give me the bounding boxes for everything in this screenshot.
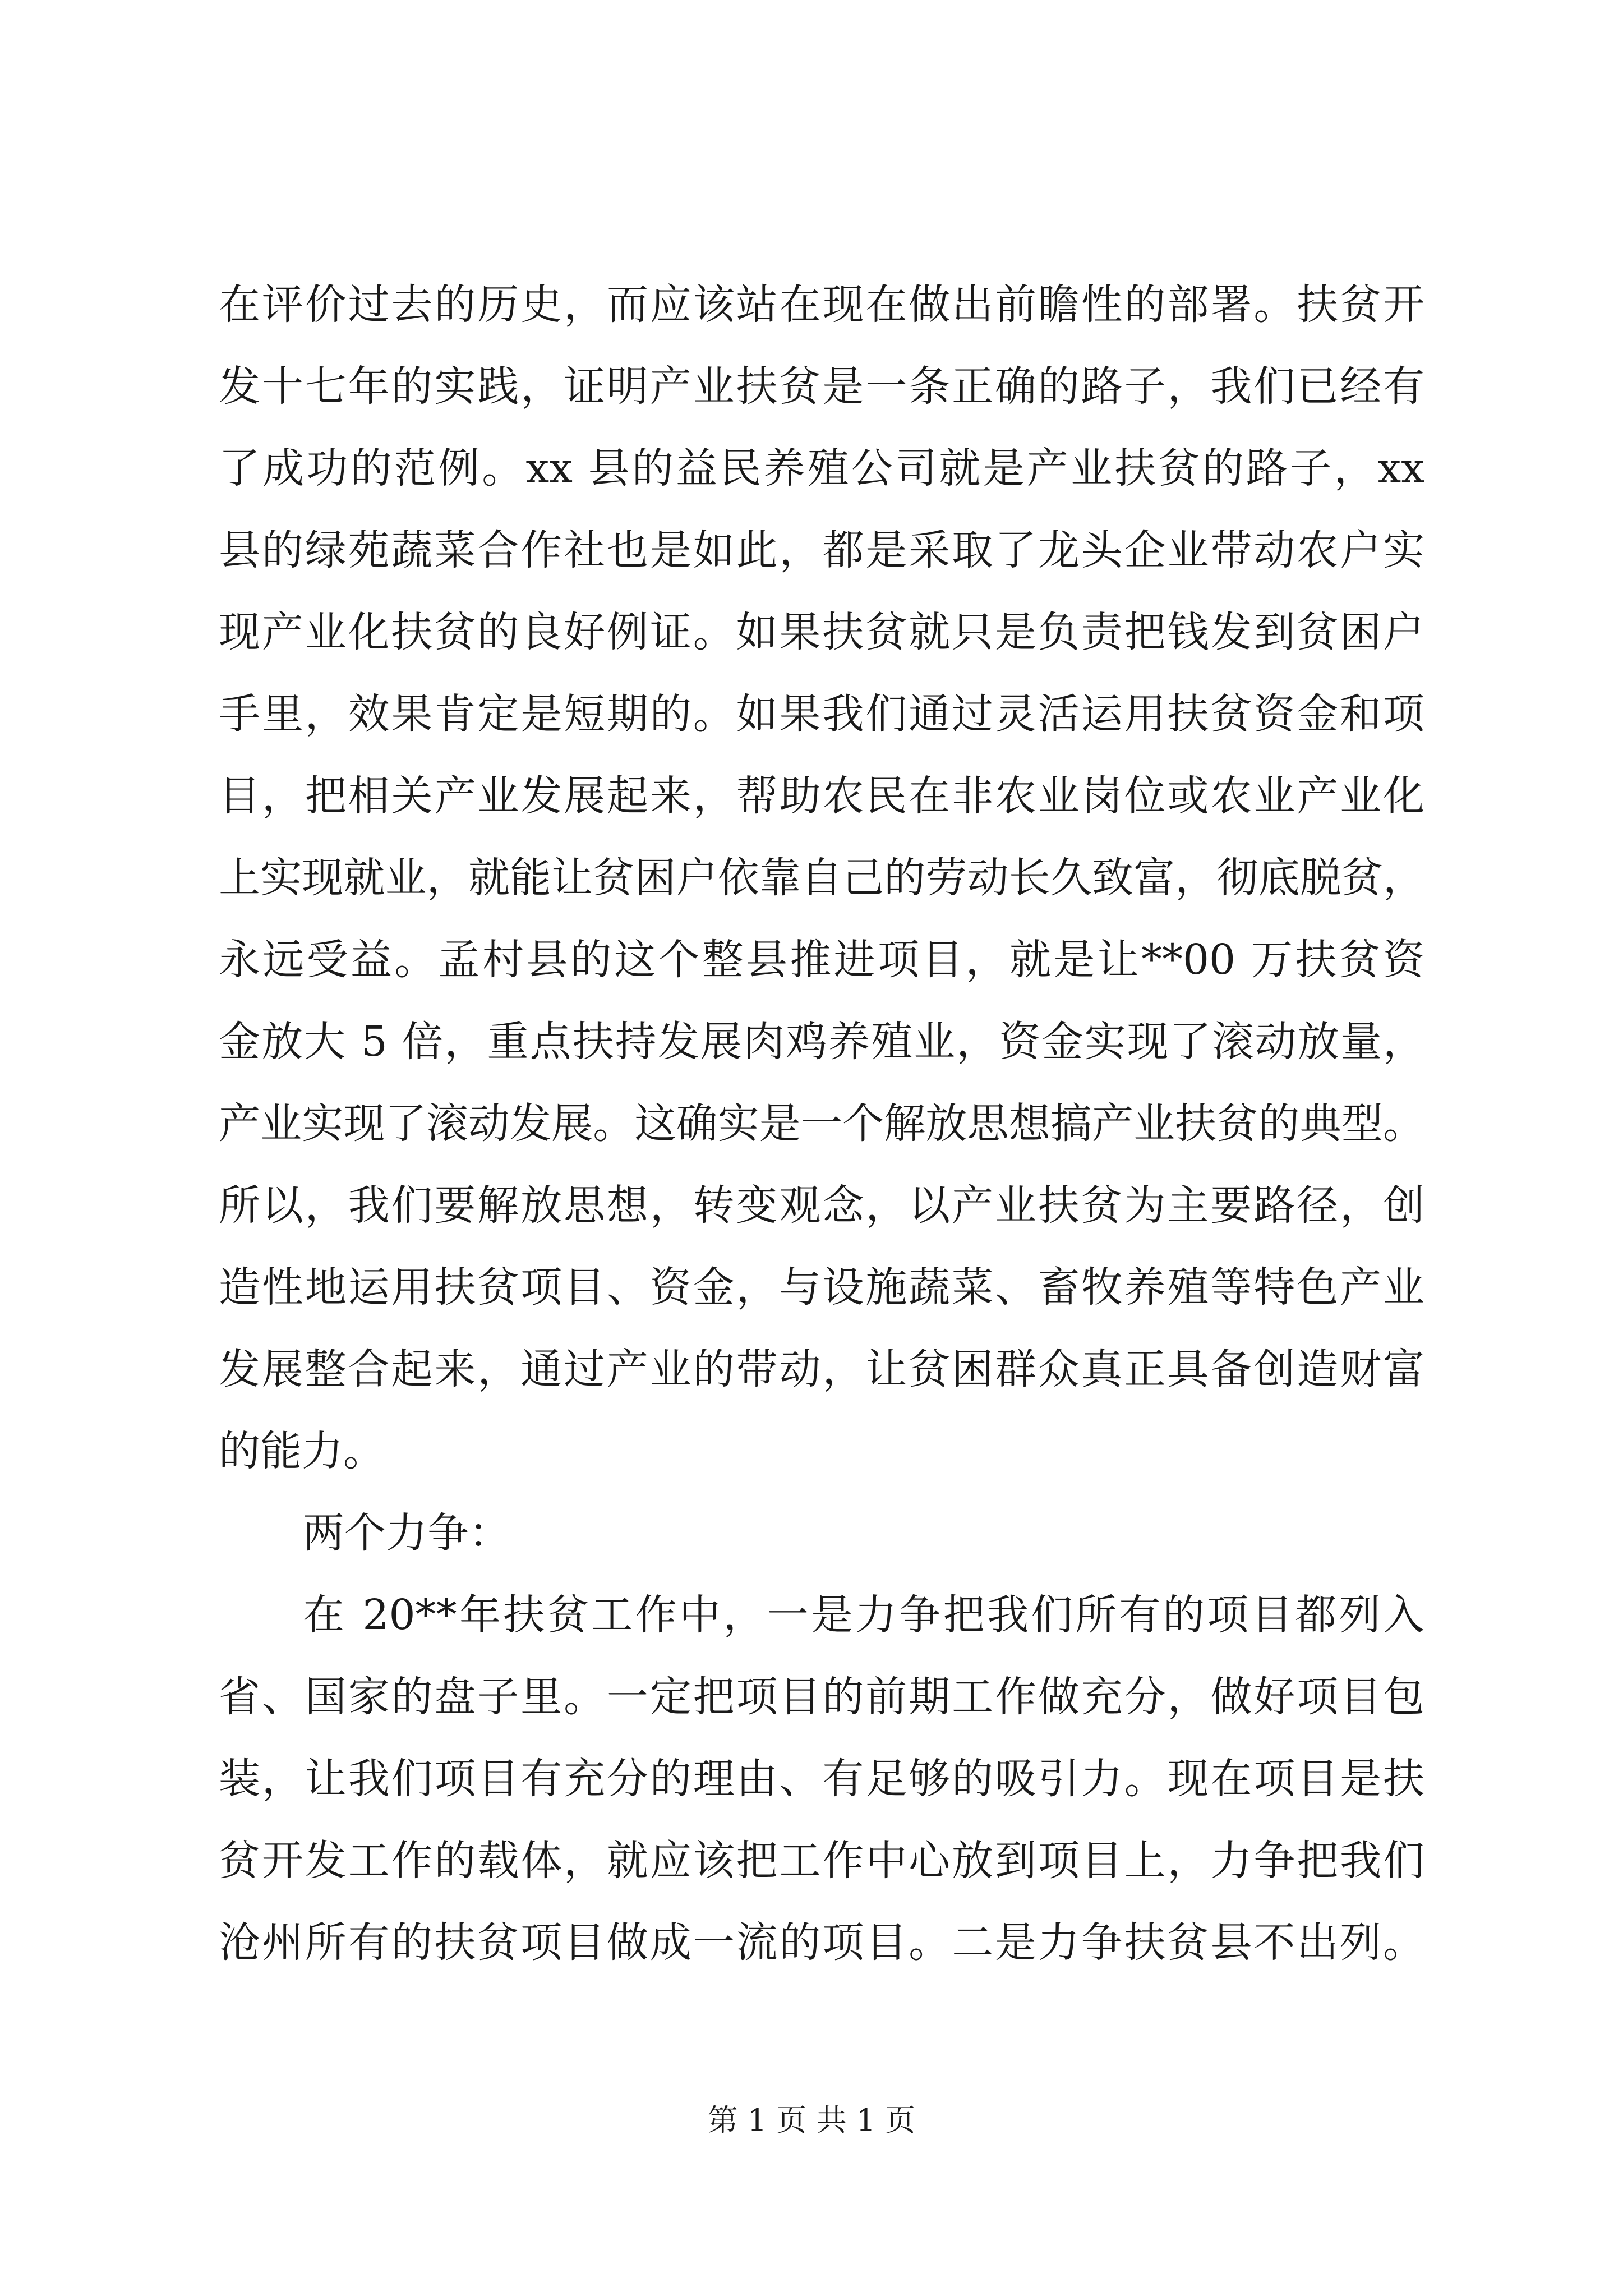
text-line: 在 20**年扶贫工作中，一是力争把我们所有的项目都列入 bbox=[303, 1591, 1424, 1639]
text-line: 手里，效果肯定是短期的。如果我们通过灵活运用扶贫资金和项 bbox=[219, 690, 1424, 738]
text-line: 县的绿苑蔬菜合作社也是如此，都是采取了龙头企业带动农户实 bbox=[219, 526, 1424, 574]
text-line: 目，把相关产业发展起来，帮助农民在非农业岗位或农业产业化 bbox=[219, 772, 1424, 820]
text-line: 沧州所有的扶贫项目做成一流的项目。二是力争扶贫县不出列。 bbox=[219, 1918, 1424, 1967]
document-body bbox=[219, 264, 1424, 1984]
text-line: 产业实现了滚动发展。这确实是一个解放思想搞产业扶贫的典型。 bbox=[219, 1099, 1424, 1148]
text-line: 省、国家的盘子里。一定把项目的前期工作做充分，做好项目包 bbox=[219, 1673, 1424, 1721]
text-line: 装，让我们项目有充分的理由、有足够的吸引力。现在项目是扶 bbox=[219, 1755, 1424, 1803]
text-line: 在评价过去的历史，而应该站在现在做出前瞻性的部署。扶贫开 bbox=[219, 280, 1424, 329]
text-line: 所以，我们要解放思想，转变观念，以产业扶贫为主要路径，创 bbox=[219, 1181, 1424, 1230]
text-line: 发展整合起来，通过产业的带动，让贫困群众真正具备创造财富 bbox=[219, 1345, 1424, 1393]
text-line: 造性地运用扶贫项目、资金，与设施蔬菜、畜牧养殖等特色产业 bbox=[219, 1263, 1424, 1312]
text-line: 永远受益。孟村县的这个整县推进项目，就是让**00 万扶贫资 bbox=[219, 936, 1424, 984]
text-line: 贫开发工作的载体，就应该把工作中心放到项目上，力争把我们 bbox=[219, 1837, 1424, 1885]
text-line: 现产业化扶贫的良好例证。如果扶贫就只是负责把钱发到贫困户 bbox=[219, 608, 1424, 656]
section-heading: 两个力争： bbox=[303, 1509, 510, 1557]
text-line: 金放大 5 倍，重点扶持发展肉鸡养殖业，资金实现了滚动放量， bbox=[219, 1018, 1424, 1066]
text-line: 了成功的范例。xx 县的益民养殖公司就是产业扶贫的路子，xx bbox=[219, 444, 1424, 493]
text-line: 的能力。 bbox=[219, 1427, 385, 1475]
page-number: 第 1 页 共 1 页 bbox=[707, 2102, 916, 2138]
text-line: 发十七年的实践，证明产业扶贫是一条正确的路子，我们已经有 bbox=[219, 362, 1424, 411]
text-line: 上实现就业，就能让贫困户依靠自己的劳动长久致富，彻底脱贫， bbox=[219, 854, 1424, 902]
